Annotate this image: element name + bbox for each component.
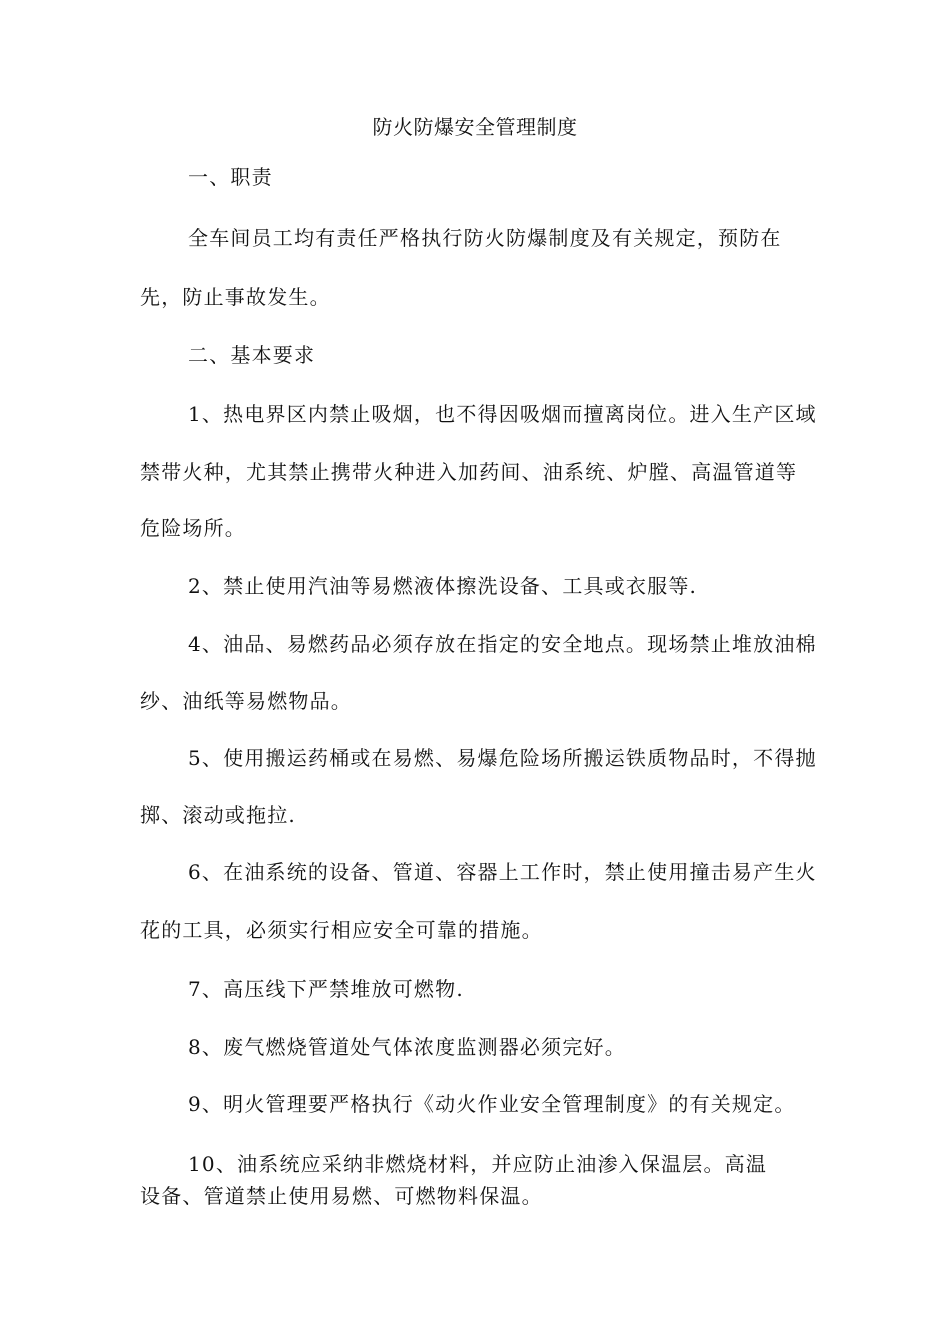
paragraph-line: 5、使用搬运药桶或在易燃、易爆危险场所搬运铁质物品时，不得抛 — [188, 746, 817, 770]
paragraph-line: 设备、管道禁止使用易燃、可燃物料保温。 — [140, 1184, 543, 1208]
paragraph-line: 10、油系统应采纳非燃烧材料，并应防止油渗入保温层。高温 — [188, 1152, 768, 1176]
paragraph-line: 危险场所。 — [140, 516, 246, 540]
paragraph-line: 9、明火管理要严格执行《动火作业安全管理制度》的有关规定。 — [188, 1092, 796, 1116]
paragraph-line: 花的工具，必须实行相应安全可靠的措施。 — [140, 918, 543, 942]
section-heading-responsibility: 一、职责 — [188, 165, 273, 189]
paragraph-line: 4、油品、易燃药品必须存放在指定的安全地点。现场禁止堆放油棉 — [188, 632, 817, 656]
document-title: 防火防爆安全管理制度 — [372, 115, 578, 139]
section-heading-requirements: 二、基本要求 — [188, 343, 316, 367]
paragraph-line: 1、热电界区内禁止吸烟，也不得因吸烟而擅离岗位。进入生产区域 — [188, 402, 817, 426]
paragraph-line: 6、在油系统的设备、管道、容器上工作时，禁止使用撞击易产生火 — [188, 860, 817, 884]
paragraph-line: 先，防止事故发生。 — [140, 285, 331, 309]
paragraph-line: 纱、油纸等易燃物品。 — [140, 689, 352, 713]
paragraph-line: 全车间员工均有责任严格执行防火防爆制度及有关规定，预防在 — [188, 226, 782, 250]
paragraph-line: 2、禁止使用汽油等易燃液体擦洗设备、工具或衣服等. — [188, 574, 698, 598]
paragraph-line: 禁带火种，尤其禁止携带火种进入加药间、油系统、炉膛、高温管道等 — [140, 460, 798, 484]
paragraph-line: 掷、滚动或拖拉. — [140, 803, 296, 827]
paragraph-line: 7、高压线下严禁堆放可燃物. — [188, 977, 464, 1001]
paragraph-line: 8、废气燃烧管道处气体浓度监测器必须完好。 — [188, 1035, 626, 1059]
